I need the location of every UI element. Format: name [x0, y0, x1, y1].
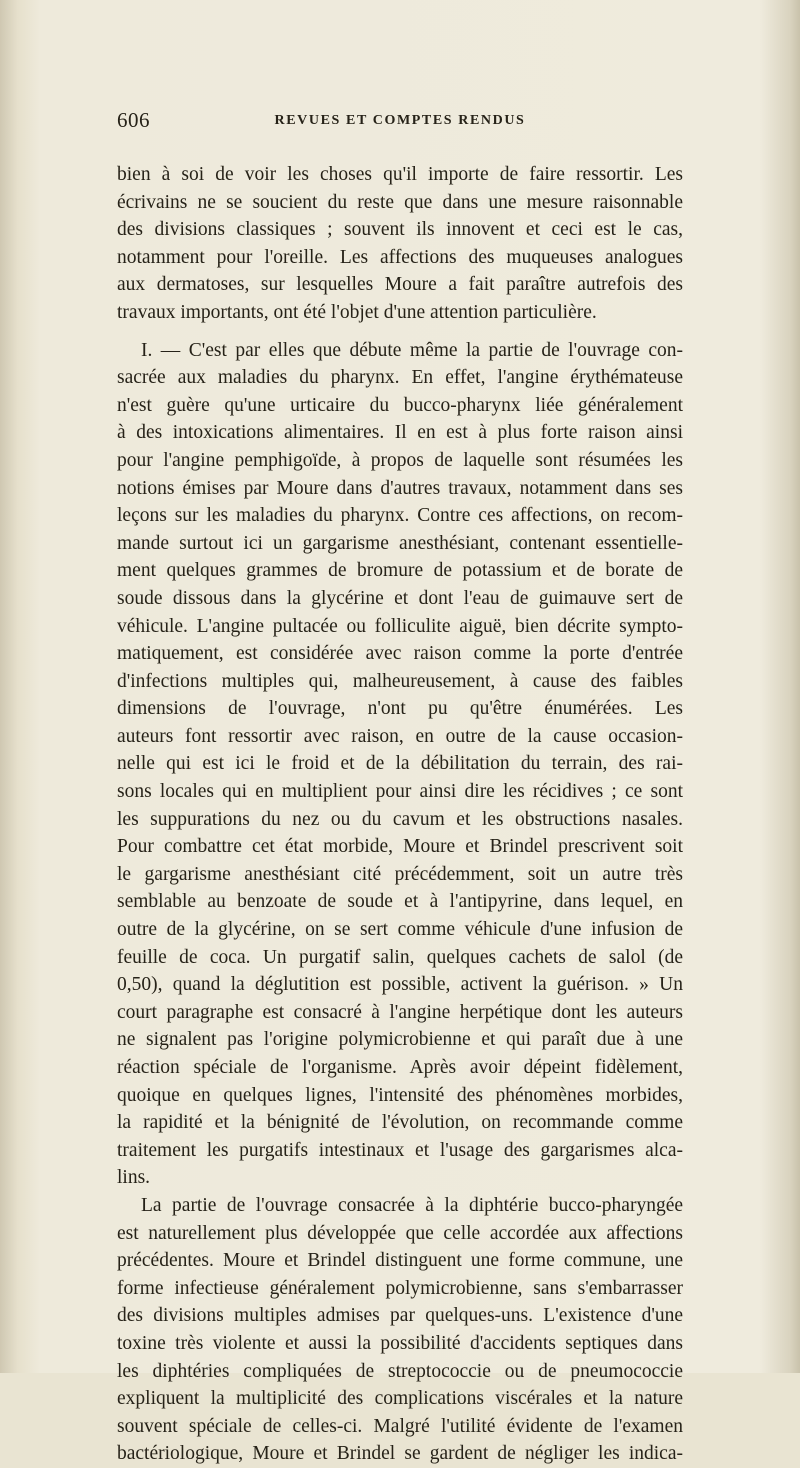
page-header: [117, 108, 683, 138]
text-line: dimensions de l'ouvrage, n'ont pu qu'être énumérées. Les: [117, 698, 683, 720]
text-line: Pour combattre cet état morbide, Moure et Brindel prescrivent soit: [117, 836, 683, 858]
text-line: 0,50), quand la déglutition est possible, activent la guérison. » Un: [117, 974, 683, 996]
text-line: aux dermatoses, sur lesquelles Moure a fait paraître autrefois des: [117, 274, 683, 296]
text-line: précédentes. Moure et Brindel distinguent une forme commune, une: [117, 1250, 683, 1272]
text-line: à des intoxications alimentaires. Il en est à plus forte raison ainsi: [117, 422, 683, 444]
text-line: I. — C'est par elles que débute même la partie de l'ouvrage con-: [141, 339, 683, 361]
text-line: bactériologique, Moure et Brindel se gardent de négliger les indica-: [117, 1443, 683, 1465]
text-line: soude dissous dans la glycérine et dont l'eau de guimauve sert de: [117, 587, 683, 609]
text-line: sacrée aux maladies du pharynx. En effet, l'angine érythémateuse: [117, 367, 683, 389]
text-line: matiquement, est considérée avec raison comme la porte d'entrée: [117, 643, 683, 665]
text-line: travaux importants, ont été l'objet d'une attention particulière.: [117, 301, 597, 323]
text-line: est naturellement plus développée que celle accordée aux affections: [117, 1222, 683, 1244]
text-line: notions émises par Moure dans d'autres travaux, notamment dans ses: [117, 477, 683, 499]
text-line: nelle qui est ici le froid et de la débilitation du terrain, des rai-: [117, 753, 683, 775]
text-line: bien à soi de voir les choses qu'il importe de faire ressortir. Les: [117, 164, 683, 185]
text-line: réaction spéciale de l'organisme. Après avoir dépeint fidèlement,: [117, 1057, 683, 1078]
paragraph-1: [117, 161, 683, 327]
text-line: pour l'angine pemphigoïde, à propos de laquelle sont résumées les: [117, 449, 683, 471]
running-title: REVUES ET COMPTES RENDUS: [274, 113, 526, 128]
text-line: auteurs font ressortir avec raison, en outre de la cause occasion-: [117, 725, 683, 747]
text-line: véhicule. L'angine pultacée ou folliculite aiguë, bien décrite sympto-: [117, 615, 683, 637]
text-line: expliquent la multiplicité des complications viscérales et la nature: [117, 1388, 683, 1410]
text-line: traitement les purgatifs intestinaux et l'usage des gargarismes alca-: [117, 1139, 683, 1161]
text-line: écrivains ne se soucient du reste que dans une mesure raisonnable: [117, 191, 683, 213]
text-line: forme infectieuse généralement polymicrobienne, sans s'embarrasser: [117, 1277, 683, 1299]
text-line: toxine très violente et aussi la possibilité d'accidents septiques dans: [117, 1332, 683, 1354]
text-line: La partie de l'ouvrage consacrée à la diphtérie bucco-pharyngée: [141, 1194, 683, 1216]
text-line: ne signalent pas l'origine polymicrobienne et qui paraît due à une: [117, 1029, 683, 1051]
text-line: leçons sur les maladies du pharynx. Contre ces affections, on recom-: [117, 505, 683, 527]
text-line: la rapidité et la bénignité de l'évolution, on recommande comme: [117, 1112, 683, 1134]
page-number: 606: [117, 108, 150, 132]
text-line: souvent spéciale de celles-ci. Malgré l'utilité évidente de l'examen: [117, 1415, 683, 1437]
text-line: les diphtéries compliquées de streptococcie ou de pneumococcie: [117, 1360, 683, 1382]
paragraph-3: [117, 1192, 683, 1468]
paragraph-2: [117, 337, 683, 1192]
text-line: court paragraphe est consacré à l'angine herpétique dont les auteurs: [117, 1001, 683, 1023]
text-line: d'infections multiples qui, malheureusement, à cause des faibles: [117, 670, 683, 692]
body-text: [117, 161, 683, 1468]
text-line: feuille de coca. Un purgatif salin, quelques cachets de salol (de: [117, 946, 683, 968]
text-line: semblable au benzoate de soude et à l'antipyrine, dans lequel, en: [117, 891, 683, 913]
text-line: notamment pour l'oreille. Les affections des muqueuses analogues: [117, 246, 683, 268]
text-line: le gargarisme anesthésiant cité précédemment, soit un autre très: [117, 863, 683, 885]
text-line: outre de la glycérine, on se sert comme véhicule d'une infusion de: [117, 919, 683, 941]
text-line: lins.: [117, 1167, 151, 1189]
text-line: sons locales qui en multiplient pour ainsi dire les récidives ; ce sont: [117, 781, 683, 803]
text-line: les suppurations du nez ou du cavum et les obstructions nasales.: [117, 808, 683, 830]
text-line: des divisions classiques ; souvent ils innovent et ceci est le cas,: [117, 219, 683, 241]
text-line: des divisions multiples admises par quelques-uns. L'existence d'une: [117, 1305, 683, 1327]
text-line: ment quelques grammes de bromure de potassium et de borate de: [117, 560, 683, 582]
text-line: quoique en quelques lignes, l'intensité des phénomènes morbides,: [117, 1084, 683, 1106]
text-line: mande surtout ici un gargarisme anesthésiant, contenant essentielle-: [117, 532, 683, 554]
text-line: n'est guère qu'une urticaire du bucco-pharynx liée généralement: [117, 394, 683, 416]
